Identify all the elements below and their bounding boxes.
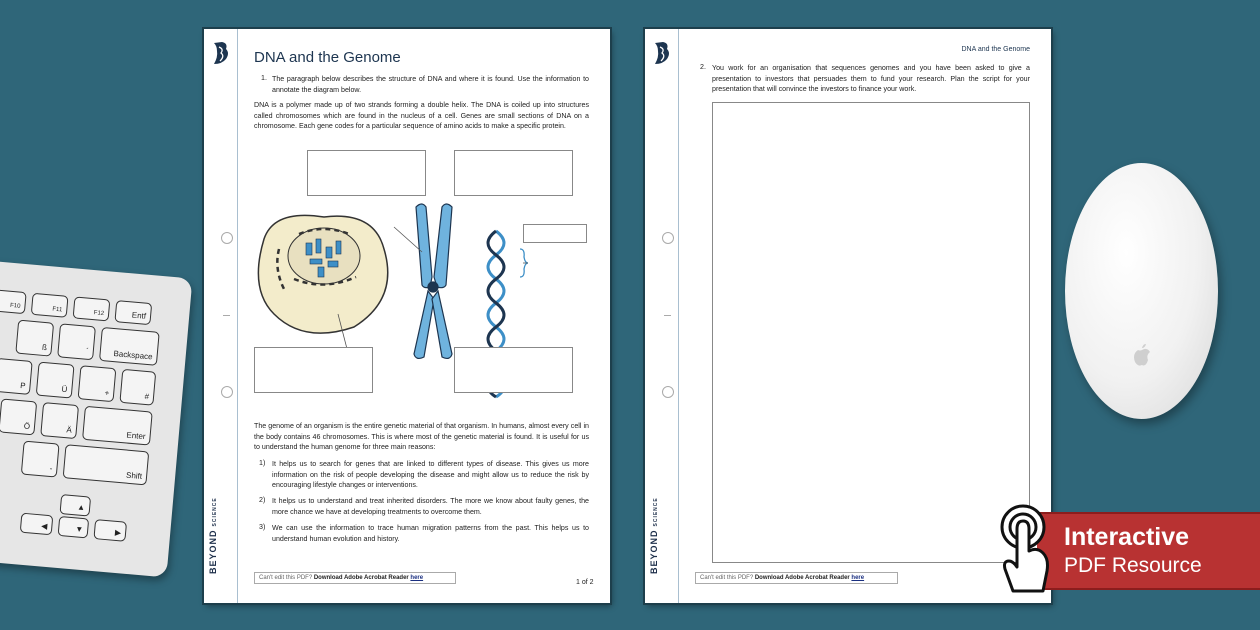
key-f11: F11 (31, 293, 69, 318)
key-sz: ß (15, 320, 54, 357)
worksheet-page-1 (204, 29, 610, 603)
chromosome-illustration (414, 204, 452, 358)
key-shift: Shift (63, 444, 150, 485)
annotation-box-gene[interactable] (523, 224, 587, 243)
key-down: ▼ (58, 516, 90, 539)
key-ue: Ü (36, 362, 75, 399)
worksheet-page-2 (645, 29, 1051, 603)
question-2-text: You work for an organisation that sequences genomes and you have been asked to give a presentation to investors that persuades them to fund your research. Plan the script for your presentation that will convince the investors to finance your work. (712, 64, 1030, 94)
page-title: DNA and the Genome (254, 49, 401, 66)
key-f10: F10 (0, 289, 27, 314)
key-up: ▲ (59, 494, 91, 517)
question-1-text: The paragraph below describes the structure of DNA and where it is found. Use the information to annotate the diagram below. (272, 75, 589, 94)
reason-3: We can use the information to trace human migration patterns from the past. This helps us to understand human evolution and history. (272, 524, 589, 543)
reason-number: 3) (259, 523, 266, 531)
reason-number: 1) (259, 459, 266, 467)
acrobat-link[interactable]: here (410, 575, 424, 581)
mouse (1065, 163, 1218, 419)
key-oe: Ö (0, 398, 37, 435)
fold-mark (664, 315, 671, 316)
margin-line (237, 29, 238, 603)
punch-hole (221, 386, 233, 398)
question-number: 1. (261, 74, 267, 82)
punch-hole (662, 386, 674, 398)
apple-logo-icon (1131, 343, 1153, 369)
reason-number: 2) (259, 496, 266, 504)
brand-vertical: BEYONDSCIENCE (649, 497, 659, 574)
key-left: ◀ (20, 513, 54, 536)
question-number: 2. (700, 63, 706, 71)
annotation-box[interactable] (307, 150, 426, 196)
key-backspace: Backspace (99, 327, 160, 366)
cell-illustration (258, 215, 387, 333)
key-enter: Enter (82, 406, 153, 446)
acrobat-footer: Can't edit this PDF? Download Adobe Acrobat Reader here (695, 572, 898, 584)
brand-vertical: BEYONDSCIENCE (208, 497, 218, 574)
annotation-box[interactable] (254, 347, 373, 393)
key-p: P (0, 358, 33, 395)
punch-hole (662, 232, 674, 244)
interactive-pdf-badge (1037, 512, 1260, 590)
beyond-logo-icon (212, 41, 230, 65)
badge-subtitle: PDF Resource (1064, 554, 1202, 577)
acrobat-footer: Can't edit this PDF? Download Adobe Acrobat Reader here (254, 572, 456, 584)
answer-box[interactable] (712, 102, 1030, 563)
dna-paragraph: DNA is a polymer made up of two strands forming a double helix. The DNA is coiled up into structures called chromosomes which are found in the nucleus of a cell. Genes are small sections of DNA on a chromosome. Each gene codes for a particular sequence of amino acids to make a specific protein. (254, 101, 589, 131)
punch-hole (221, 232, 233, 244)
genome-paragraph: The genome of an organism is the entire genetic material of that organism. In humans, almost every cell in the body contains 46 chromosomes. This is where most of the genetic material is found. It is useful for us to understand the human genome for three main reasons: (254, 422, 589, 452)
reason-2: It helps us to understand and treat inherited disorders. The more we know about faulty genes, the more chance we have at developing treatments to overcome them. (272, 497, 589, 516)
annotation-box[interactable] (454, 347, 573, 393)
annotation-box[interactable] (454, 150, 573, 196)
key-ae: Ä (40, 402, 79, 439)
key-hash: # (119, 369, 156, 406)
key-right: ▶ (93, 519, 127, 542)
margin-line (678, 29, 679, 603)
key-plus: + (78, 365, 117, 402)
reason-1: It helps us to search for genes that are linked to different types of disease. This gives us more information on the risk of people developing the disease and might allow us to reduce the risk by encouraging lifestyle changes or interventions. (272, 460, 589, 490)
page-number: 1 of 2 (576, 579, 594, 586)
key-minus: - (21, 441, 60, 478)
keyboard (0, 252, 193, 577)
key-accent: ´ (57, 323, 96, 360)
beyond-logo-icon (653, 41, 671, 65)
key-f12: F12 (73, 296, 111, 321)
page-header: DNA and the Genome (961, 46, 1030, 53)
badge-title: Interactive (1064, 523, 1190, 551)
touch-hand-icon (997, 503, 1053, 595)
acrobat-link[interactable]: here (851, 575, 865, 581)
fold-mark (223, 315, 230, 316)
key-entf: Entf (114, 300, 152, 325)
